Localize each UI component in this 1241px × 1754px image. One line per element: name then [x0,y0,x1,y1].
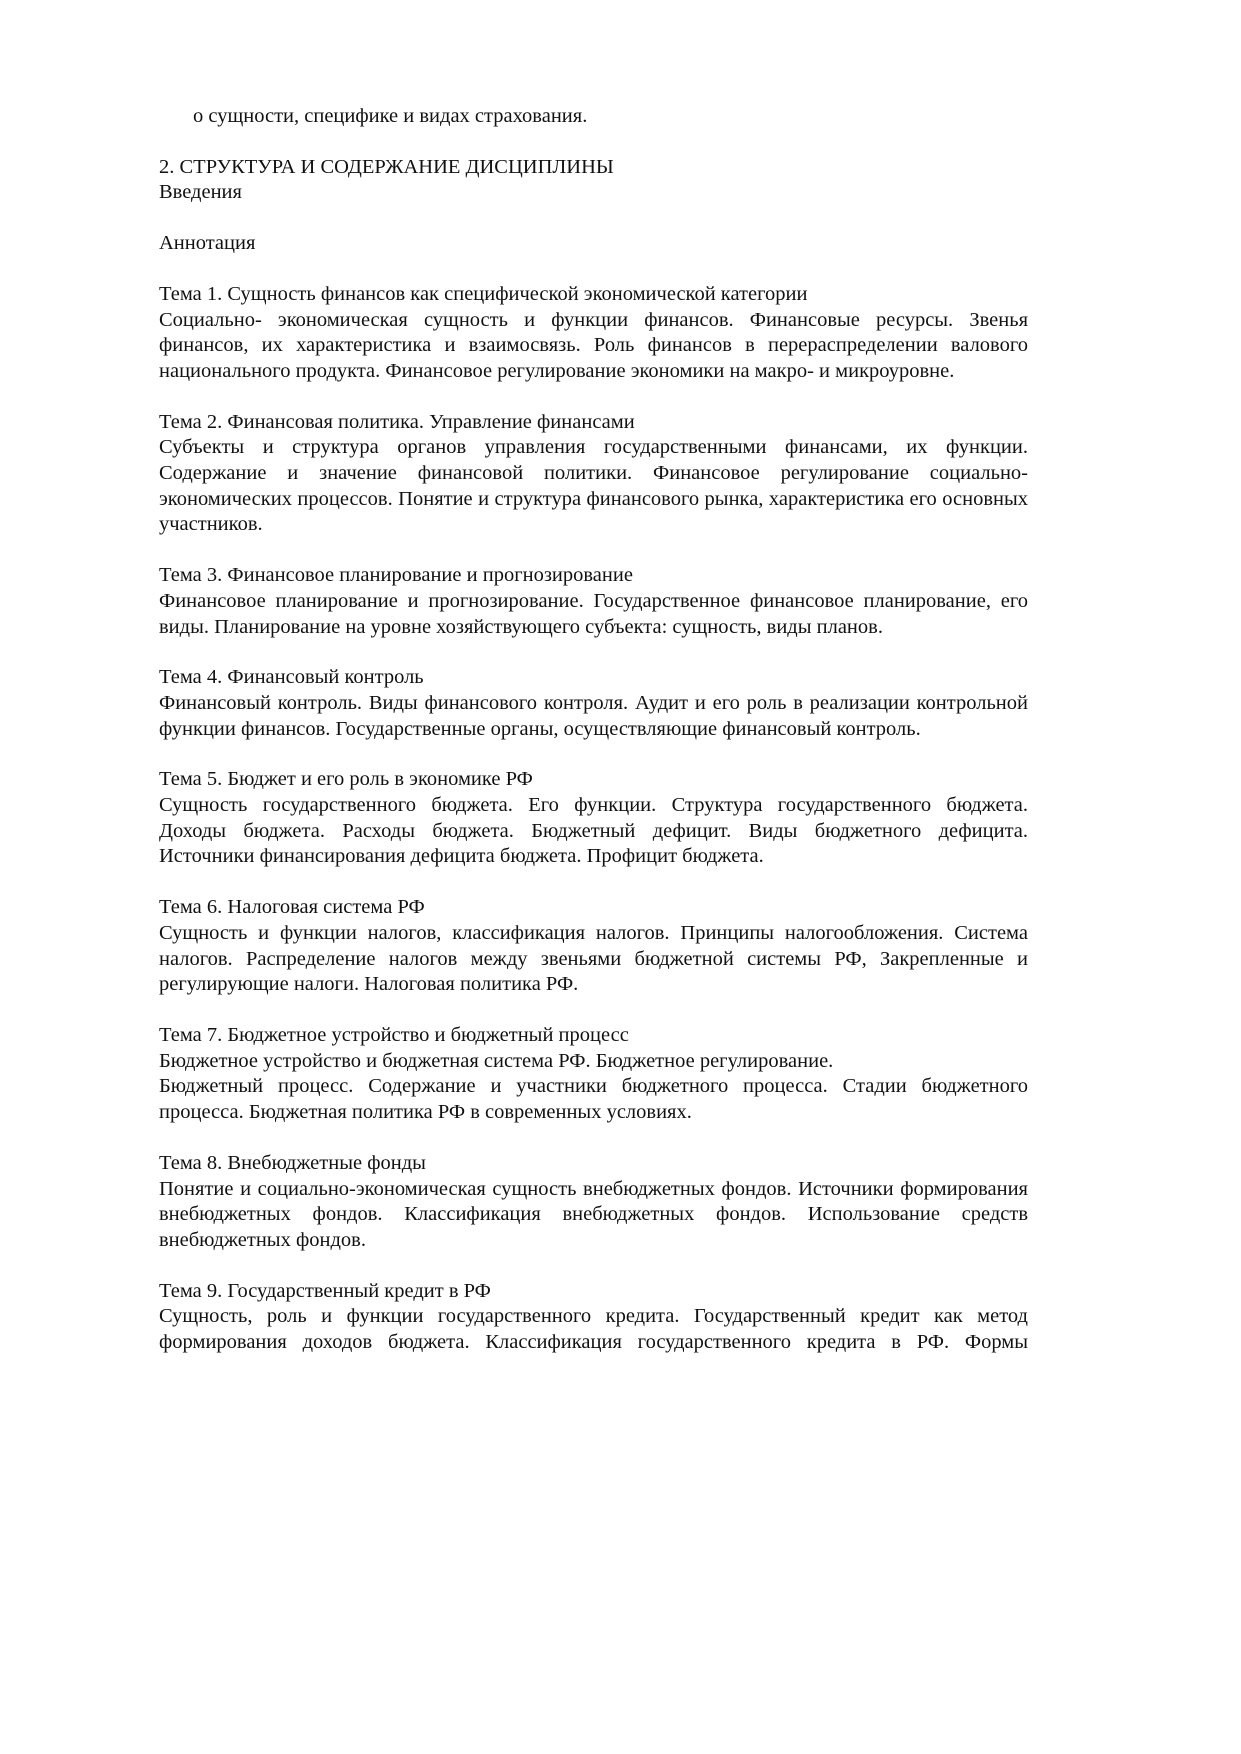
topic-body: Понятие и социально-экономическая сущность внебюджетных фондов. Источники формирования внебюджетных фондов. Классификация внебюджетных фондов. Использование средств внебюджетных фондов. [159,1177,1028,1251]
topic-5 [159,767,1028,870]
topic-title: Тема 6. Налоговая система РФ [159,896,425,919]
topic-6 [159,895,1028,998]
document-page [159,104,1028,1356]
topic-title: Тема 8. Внебюджетные фонды [159,1151,426,1174]
topic-title: Тема 1. Сущность финансов как специфической экономической категории [159,282,808,305]
topic-7 [159,1023,1028,1126]
topic-title: Тема 7. Бюджетное устройство и бюджетный процесс [159,1023,629,1046]
annotation-label: Аннотация [159,232,256,255]
intro-label: Введения [159,181,242,204]
topic-body: Финансовое планирование и прогнозирование. Государственное финансовое планирование, его виды. Планирование на уровне хозяйствующего субъекта: сущность, виды планов. [159,589,1028,638]
topic-title: Тема 9. Государственный кредит в РФ [159,1279,491,1302]
topic-body: Сущность государственного бюджета. Его функции. Структура государственного бюджета. Доходы бюджета. Расходы бюджета. Бюджетный дефицит. Виды бюджетного дефицита. Источники финансирования дефицита бюджета. Профицит бюджета. [159,794,1028,868]
topic-title: Тема 2. Финансовая политика. Управление финансами [159,410,635,433]
section-title: 2. СТРУКТУРА И СОДЕРЖАНИЕ ДИСЦИПЛИНЫ [159,155,614,178]
topic-8 [159,1151,1028,1254]
topic-4 [159,665,1028,742]
intro-line: о сущности, специфике и видах страхования. [193,105,588,127]
topic-body: Субъекты и структура органов управления государственными финансами, их функции. Содержание и значение финансовой политики. Финансовое регулирование социально-экономических процессов. Понятие и структура финансового рынка, характеристика его основных участников. [159,436,1028,536]
topic-title: Тема 3. Финансовое планирование и прогнозирование [159,564,633,587]
topic-body: Сущность и функции налогов, классификация налогов. Принципы налогообложения. Система налогов. Распределение налогов между звеньями бюджетной системы РФ, Закрепленные и регулирующие налоги. Налоговая политика РФ. [159,921,1028,996]
topic-body: Сущность, роль и функции государственного кредита. Государственный кредит как метод формирования доходов бюджета. Классификация государственного кредита в РФ. Формы [159,1305,1028,1354]
topic-1 [159,282,1028,385]
topic-title: Тема 5. Бюджет и его роль в экономике РФ [159,768,533,791]
topic-9 [159,1279,1028,1356]
topic-body: Финансовый контроль. Виды финансового контроля. Аудит и его роль в реализации контрольной функции финансов. Государственные органы, осуществляющие финансовый контроль. [159,691,1028,740]
topic-3 [159,563,1028,640]
topic-2 [159,410,1028,539]
topic-body: Бюджетный процесс. Содержание и участники бюджетного процесса. Стадии бюджетного процесса. Бюджетная политика РФ в современных условиях. [159,1075,1028,1124]
topic-title: Тема 4. Финансовый контроль [159,666,424,689]
topic-body: Социально- экономическая сущность и функции финансов. Финансовые ресурсы. Звенья финансов, их характеристика и взаимосвязь. Роль финансов в перераспределении валового национального продукта. Финансовое регулирование экономики на макро- и микроуровне. [159,308,1028,382]
topic-body-line1: Бюджетное устройство и бюджетная система РФ. Бюджетное регулирование. [159,1049,834,1072]
